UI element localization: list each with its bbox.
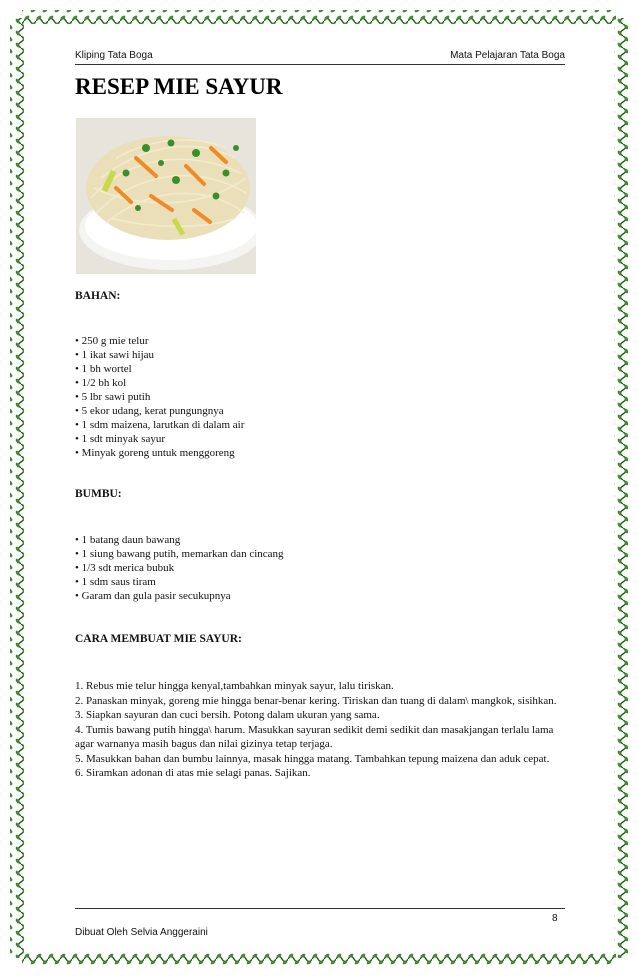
cara-heading: CARA MEMBUAT MIE SAYUR: — [75, 633, 242, 645]
list-item: • 250 g mie telur — [75, 335, 149, 347]
footer-divider — [75, 908, 565, 909]
step-item: 3. Siapkan sayuran dan cuci bersih. Potong dalam ukuran yang sama. — [75, 709, 380, 721]
bumbu-heading: BUMBU: — [75, 488, 122, 500]
list-item: • 1 bh wortel — [75, 363, 132, 375]
step-item: 2. Panaskan minyak, goreng mie hingga benar-benar kering. Tiriskan dan tuang di dalam\ mangkok, sisihkan. — [75, 694, 557, 707]
page-number: 8 — [552, 913, 558, 924]
step-item: 1. Rebus mie telur hingga kenyal,tambahkan minyak sayur, lalu tiriskan. — [75, 680, 394, 692]
step-item: 6. Siramkan adonan di atas mie selagi panas. Sajikan. — [75, 767, 311, 779]
list-item: • 1 sdt minyak sayur — [75, 433, 166, 445]
header-right: Mata Pelajaran Tata Boga — [450, 50, 565, 61]
step-item: 5. Masukkan bahan dan bumbu lainnya, masak hingga matang. Tambahkan tepung maizena dan aduk cepat. — [75, 752, 550, 765]
list-item: • 1 sdm saus tiram — [75, 576, 156, 588]
header-left: Kliping Tata Boga — [75, 50, 153, 61]
step-item: 4. Tumis bawang putih hingga\ harum. Masukkan sayuran sedikit demi sedikit dan masakjangan terlalu lama agar warnanya masih bagus dan nilai gizinya tetap terjaga. — [75, 723, 554, 750]
list-item: • 1/3 sdt merica bubuk — [75, 562, 175, 574]
list-item: • 1 sdm maizena, larutkan di dalam air — [75, 419, 245, 431]
list-item: • 5 lbr sawi putih — [75, 391, 151, 403]
bahan-list — [75, 334, 244, 460]
list-item: • 5 ekor udang, kerat pungungnya — [75, 405, 224, 417]
footer-author: Dibuat Oleh Selvia Anggeraini — [75, 927, 208, 938]
list-item: • 1 ikat sawi hijau — [75, 349, 155, 361]
list-item: • 1 siung bawang putih, memarkan dan cincang — [75, 548, 284, 560]
list-item: • 1/2 bh kol — [75, 377, 127, 389]
recipe-title: RESEP MIE SAYUR — [75, 74, 283, 99]
cara-steps — [75, 679, 565, 781]
list-item: • Minyak goreng untuk menggoreng — [75, 447, 235, 459]
page-header — [75, 50, 565, 65]
recipe-photo — [76, 118, 256, 274]
bumbu-list — [75, 533, 284, 603]
list-item: • Garam dan gula pasir secukupnya — [75, 590, 231, 602]
bahan-heading: BAHAN: — [75, 290, 121, 302]
list-item: • 1 batang daun bawang — [75, 534, 181, 546]
